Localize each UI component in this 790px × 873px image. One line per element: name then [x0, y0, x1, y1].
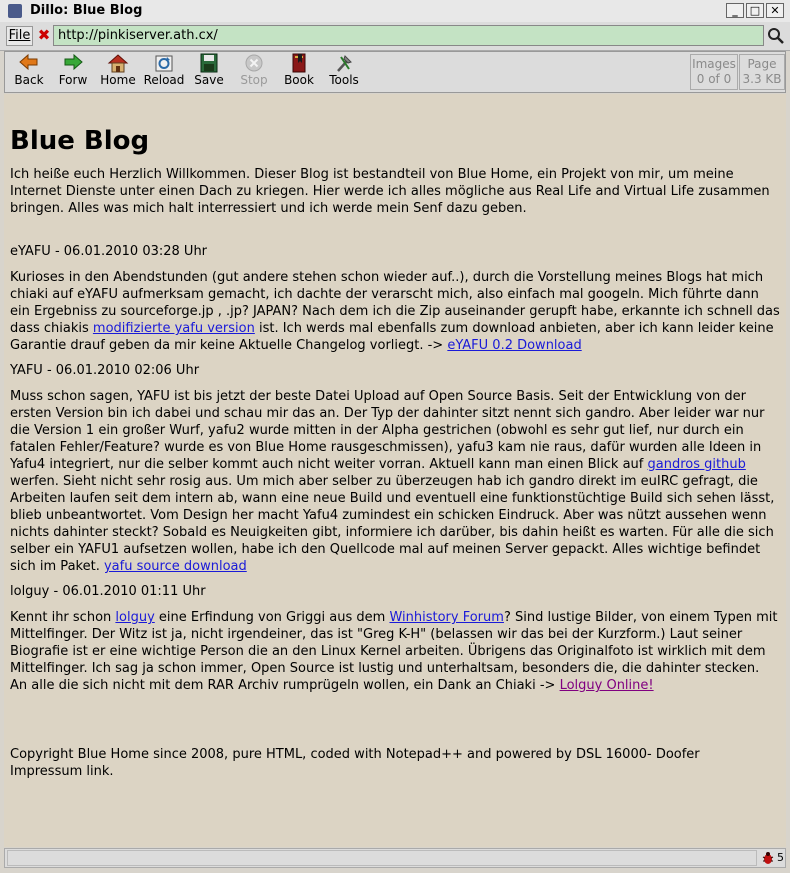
reload-label: Reload [143, 73, 185, 87]
book-label: Book [284, 73, 314, 87]
back-button[interactable] [7, 53, 51, 91]
post-body [10, 609, 780, 694]
post-link[interactable]: eYAFU 0.2 Download [447, 338, 582, 353]
stop-button[interactable] [232, 53, 276, 91]
home-button[interactable] [96, 53, 140, 91]
post-text: Muss schon sagen, YAFU ist bis jetzt der beste Datei Upload auf Open Source Basis. Seit der Entwicklung von der ersten Version bin ich dabei und schau mir das an. Der Typ der dahinter sitzt nennt sich gandro. Aber leider war nur die Version 1 ein großer Wurf, yafu2 wurde mitten in der Alpha gestrichen (obwohl es sehr gut lief, nur durch ein fatalen Fehler/Feature? wurde es von Blue Home rausgeschmissen), yafu3 kam nie raus, dafür wurden alle Ideen in Yafu4 integriert, nur die selber kommt auch nicht weiter vorran. Aktuell kann man einen Blick auf [10, 389, 765, 472]
page-size-counter [739, 54, 785, 90]
main-toolbar [4, 51, 786, 93]
minimize-button[interactable]: _ [726, 3, 744, 18]
bookmarks-button[interactable] [277, 53, 321, 91]
close-window-button[interactable]: ✕ [766, 3, 784, 18]
status-bar [4, 848, 786, 868]
back-arrow-icon [18, 53, 40, 73]
page-size-label: Page [747, 57, 777, 71]
post-title: eYAFU - 06.01.2010 03:28 Uhr [10, 244, 208, 259]
page-content [4, 94, 786, 847]
file-menu-button[interactable] [6, 26, 33, 46]
stop-label: Stop [240, 73, 268, 87]
back-label: Back [14, 73, 44, 87]
post-text: Kennt ihr schon [10, 610, 116, 625]
home-icon [107, 53, 129, 73]
post-body [10, 388, 780, 575]
stop-icon [243, 53, 265, 73]
post-title: lolguy - 06.01.2010 01:11 Uhr [10, 584, 206, 599]
tools-button[interactable] [322, 53, 366, 91]
page-size-value: 3.3 KB [742, 72, 782, 86]
post-link[interactable]: gandros github [647, 457, 746, 472]
post-text: ist. Ich werds mal ebenfalls zum download anbieten, aber ich kann leider keine Garantie drauf geben da mir keine Aktuelle Changelog vorliegt. -> [10, 321, 774, 353]
images-counter[interactable] [690, 54, 738, 90]
dillo-app-icon [8, 4, 22, 18]
post-link[interactable]: lolguy [115, 610, 155, 625]
floppy-disk-icon [198, 53, 220, 73]
footer-line: Copyright Blue Home since 2008, pure HTML, coded with Notepad++ and powered by DSL 16000- Doofer [10, 747, 700, 762]
forward-arrow-icon [62, 53, 84, 73]
intro-paragraph: Ich heiße euch Herzlich Willkommen. Dieser Blog ist bestandteil von Blue Home, ein Projekt von mir, um meine Internet Dienste unter einen Dach zu kriegen. Hier werde ich alles mögliche aus Real Life and Virtual Life zusammen bringen. Alles was mich halt interressiert und ich werde mein Senf dazu geben. [10, 167, 770, 216]
save-button[interactable] [187, 53, 231, 91]
post-link[interactable]: Lolguy Online! [559, 678, 654, 693]
clear-url-icon[interactable]: ✖ [37, 26, 51, 44]
reload-icon [153, 53, 175, 73]
images-value: 0 of 0 [696, 72, 732, 86]
post-text: Kurioses in den Abendstunden (gut andere stehen schon wieder auf..), durch die Vorstellung meines Blogs hat mich chiaki auf eYAFU aufmerksam gemacht, ich dachte der verarscht mich, also einfach mal googeln. Mich führte dann ein Ergebniss zu sourceforge.jp , .jp? JAPAN? Nach dem ich die Zip auseinander gerupft habe, erkannte ich schnell das dass chiakis [10, 270, 780, 336]
bug-icon[interactable] [761, 851, 775, 865]
title-bar [0, 0, 790, 23]
post-link[interactable]: modifizierte yafu version [92, 321, 255, 336]
footer-text [10, 746, 780, 780]
location-bar [0, 22, 790, 51]
reload-button[interactable] [142, 53, 186, 91]
bug-count: 5 [777, 851, 784, 864]
book-icon [288, 53, 310, 73]
post-text: eine Erfindung von Griggi aus dem [154, 610, 390, 625]
tools-label: Tools [329, 73, 359, 87]
tools-icon [333, 53, 355, 73]
post-body [10, 269, 780, 354]
footer-line: Impressum link. [10, 764, 114, 779]
window-title: Dillo: Blue Blog [30, 3, 143, 18]
forward-label: Forw [58, 73, 88, 87]
page-heading: Blue Blog [10, 126, 150, 156]
post-link[interactable]: Winhistory Forum [389, 610, 504, 625]
home-label: Home [100, 73, 136, 87]
post-link[interactable]: yafu source download [103, 559, 247, 574]
post-text: werfen. Sieht nicht sehr rosig aus. Um mich aber selber zu überzeugen hab ich gandro direkt im euIRC gefragt, die Arbeiten laufen seit dem intern ab, wann eine neue Build und eventuell eine funktionstüchtige Build sich sehen lässt, blieb unbeantwortet. Vom Design her macht Yafu4 zumindest ein schicken Eindruck. Aber was nützt aussehen wenn nichts dahinter steckt? Sobald es Neuigkeiten gibt, informiere ich darüber, bis dahin heißt es warten. Für alle die sich selber ein YAFU1 aufsetzen wollen, habe ich den Quellcode mal auf meinen Server gepackt. Alles wichtige befindet sich im Paket. [10, 474, 775, 574]
search-icon[interactable] [766, 26, 786, 46]
post-text: ? Sind lustige Bilder, von einem Typen mit Mittelfinger. Der Witz ist ja, nicht irgendeiner, das ist "Greg K-H" (belassen wir das bei der Kurzform.) Laut seiner Biografie ist er eine wichtige Person die an den Linux Kernel arbeiten. Übrigens das Originalfoto ist wirklich mit dem Mittelfinger. Ich sag ja schon immer, Open Source ist lustig und unterhaltsam, besonders die, die dahinter stecken. An alle die sich nicht mit dem RAR Archiv rumprügeln wollen, ein Dank an Chiaki -> [10, 610, 778, 693]
url-input[interactable]: http://pinkiserver.ath.cx/ [53, 25, 764, 46]
maximize-button[interactable]: □ [746, 3, 764, 18]
status-message [7, 850, 757, 866]
save-label: Save [194, 73, 224, 87]
file-menu-label: File [8, 28, 31, 43]
images-label: Images [692, 57, 736, 71]
post-title: YAFU - 06.01.2010 02:06 Uhr [10, 363, 200, 378]
forward-button[interactable] [51, 53, 95, 91]
